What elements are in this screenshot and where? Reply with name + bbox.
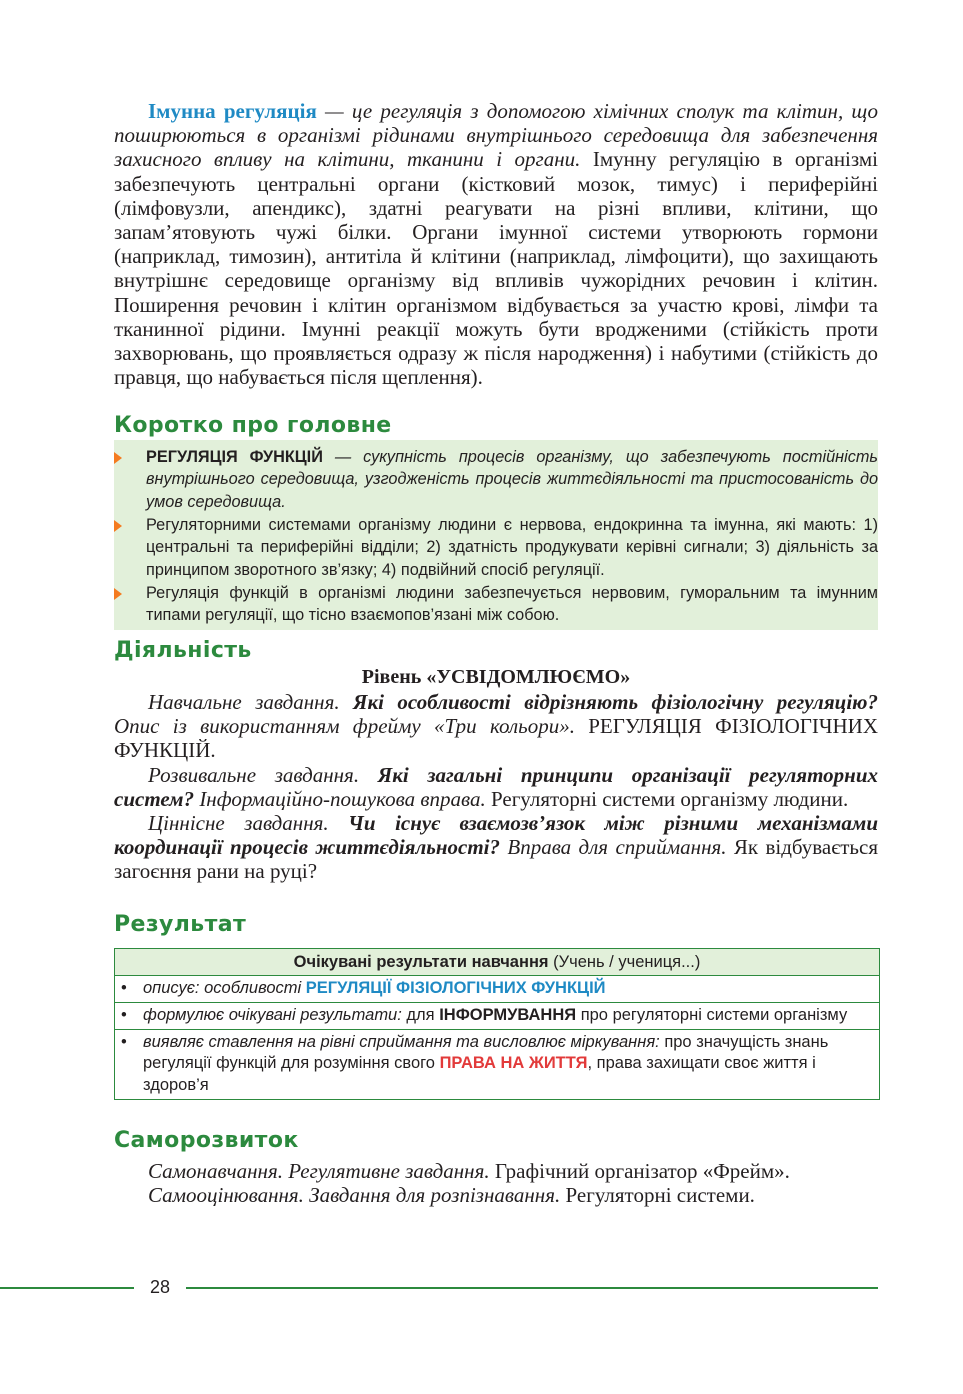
arrow-bullet-icon [114, 520, 122, 532]
arrow-bullet-icon [114, 588, 122, 600]
task-value [114, 811, 878, 884]
bullet-dot-icon: • [121, 1032, 127, 1051]
summary-item-text: — сукупність процесів організму, що забезпечують постійність внутрішнього середовища, узгодженість процесів життєдіяльності та пристосованість до умов середовища. [146, 448, 878, 511]
task-topic: РЕГУЛЯЦІЯ ФІЗІОЛОГІЧНИХ ФУНКЦІЙ. [114, 714, 879, 763]
intro-text [114, 99, 878, 389]
task-topic: Як відбувається загоєння рани на руці? [114, 835, 878, 884]
footer-rule-right [186, 1287, 878, 1289]
task-topic: Регуляторні системи організму людини. [485, 786, 849, 811]
task-educational [114, 690, 878, 763]
task-method: Інформаційно-пошукова вправа. [194, 786, 486, 811]
row-italic: формулює очікувані результати: [143, 1005, 402, 1024]
task-method: Вправа для сприймання. [500, 835, 727, 860]
summary-item-text: Регуляторними системами організму людини є нервова, ендокринна та імунна, які мають: 1) центральні та периферійні відділи; 2) здатність продукувати керівні сигнали; 3) діяльність за принципом зворотного зв’язку; 4) подвійний спосіб регуляції. [146, 516, 878, 579]
bullet-dot-icon: • [121, 979, 127, 997]
results-row [115, 1030, 879, 1099]
bullet-dot-icon: • [121, 1005, 127, 1024]
selfdev-italic: Самооцінювання. Завдання для розпізнавання. [148, 1183, 561, 1208]
selfdev-text: Графічний організатор «Фрейм». [489, 1159, 790, 1183]
task-question: Які загальні принципи організації регуляторних систем? [114, 762, 878, 811]
selfdev-item [114, 1183, 878, 1207]
results-row [115, 976, 879, 1003]
activity-heading: Діяльність [114, 638, 252, 663]
row-tail: про регуляторні системи організму [576, 1005, 848, 1024]
row-pre: про значущість знань регуляції функцій для розуміння свого [143, 1032, 829, 1073]
intro-paragraph [114, 99, 878, 389]
selfdev-text: Регуляторні системи. [560, 1183, 755, 1208]
results-table-header [115, 949, 879, 976]
body-text: Імунну регуляцію в організмі забезпечують центральні органи (кістковий мозок, тимус) і периферійні (лімфовузли, апендикс), здатні реагувати на різні впливи, клітини, що запам’ятовують чужі білки. Органи імунної системи утворюють гормони (наприклад, тимозин), антитіла й клітини (наприклад, лімфоцити), що захищають внутрішнє середовище організму від впливів чужорідних речовин і клітин. Поширення речовин і клітин організмом відбувається за участю крові, лімфи та тканинної рідини. Імунні реакції можуть бути вродженими (стійкість проти захворювань, що проявляється одразу ж після народження) і набутими (стійкість до правця, що набувається після щеплення). [114, 147, 879, 390]
summary-item [114, 514, 878, 581]
row-pre: для [401, 1005, 440, 1024]
selfdev-heading: Саморозвиток [114, 1128, 299, 1153]
summary-item [114, 446, 878, 513]
selfdev-item [114, 1159, 878, 1183]
results-table [114, 948, 880, 1100]
task-type: Навчальне завдання. [148, 690, 340, 714]
summary-item-text: Регуляція функцій в організмі людини забезпечується нервовим, гуморальним та імунним типами регуляції, що тісно взаємопов’язані між собою. [146, 584, 878, 625]
selfdev-italic: Самонавчання. Регулятивне завдання. [148, 1159, 490, 1183]
task-type: Ціннісне завдання. [148, 811, 329, 836]
summary-lead: РЕГУЛЯЦІЯ ФУНКЦІЙ [146, 448, 323, 466]
page-number: 28 [150, 1277, 171, 1297]
task-method: Опис із використанням фрейму «Три кольори». [114, 714, 575, 739]
level-title: Рівень «УСВІДОМЛЮЄМО» [361, 666, 631, 688]
selfdev-list [114, 1159, 878, 1207]
row-italic: описує: особливості [143, 979, 306, 997]
activity-tasks [114, 690, 878, 884]
row-highlight: РЕГУЛЯЦІЇ ФІЗІОЛОГІЧНИХ ФУНКЦІЙ [305, 979, 606, 997]
row-italic: виявляє ставлення на рівні сприймання та висловлює міркування: [143, 1032, 660, 1051]
task-question: Чи існує взаємозв’язок між різними механізмами координації процесів життєдіяльності? [114, 811, 878, 860]
task-developmental [114, 763, 878, 811]
results-row [115, 1003, 879, 1030]
footer-rule-left [0, 1287, 134, 1289]
summary-heading: Коротко про головне [114, 413, 392, 438]
row-highlight: ПРАВА НА ЖИТТЯ [439, 1054, 588, 1073]
summary-item [114, 582, 878, 627]
result-heading: Результат [114, 912, 247, 937]
arrow-bullet-icon [114, 452, 122, 464]
row-highlight: ІНФОРМУВАННЯ [439, 1005, 577, 1024]
definition-text: — це регуляція з допомогою хімічних сполук та клітин, що поширюються в організмі рідинами внутрішнього середовища для забезпечення захисного впливу на клітини, тканини і органи. [114, 99, 878, 172]
header-bold: Очікувані результати навчання [293, 953, 549, 971]
term-immune-regulation: Імунна регуляція [148, 99, 317, 123]
task-question: Які особливості відрізняють фізіологічну регуляцію? [339, 690, 878, 714]
row-tail: , права захищати своє життя і здоров’я [143, 1054, 816, 1095]
header-rest: (Учень / учениця...) [548, 953, 701, 971]
task-type: Розвивальне завдання. [148, 762, 360, 787]
